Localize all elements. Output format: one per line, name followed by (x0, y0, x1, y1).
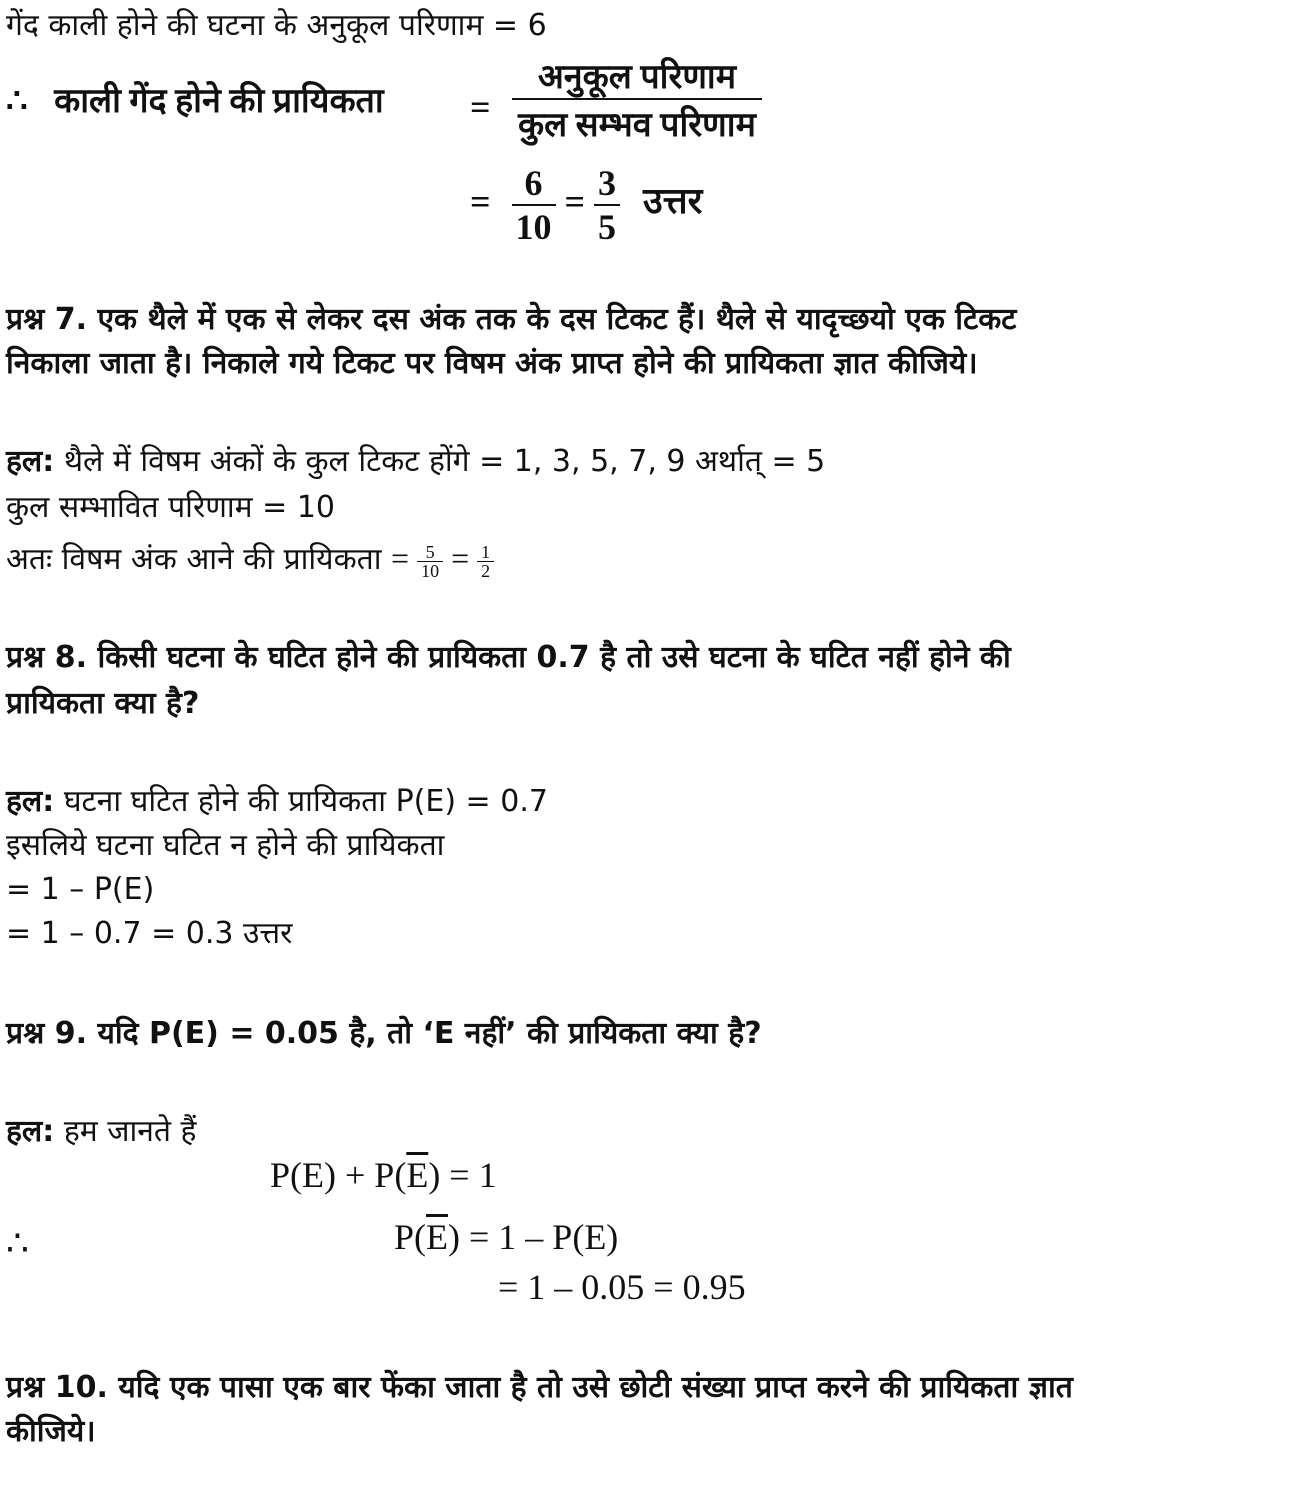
q9-math-2-ebar: $\overline{E}$ (426, 1217, 449, 1257)
q9-therefore-symbol: ∴ (6, 1223, 29, 1263)
result-den-2: 5 (598, 207, 617, 247)
q9-math-1-right: ) = 1 (428, 1155, 497, 1195)
formula-denominator: कुल सम्भव परिणाम (518, 107, 756, 144)
q7-fraction-expression (391, 540, 494, 582)
q8-solution-line-4: = 1 – 0.7 = 0.3 उत्तर (6, 916, 293, 951)
q10-question-line-2: कीजिये। (6, 1414, 96, 1449)
q8-solution-line-1 (6, 780, 548, 824)
q8-solution-line-3: = 1 – P(E) (6, 872, 155, 907)
q8-solution-text-1: घटना घटित होने की प्रायिकता P(E) = 0.7 (54, 784, 548, 819)
q7-solution-line-2: कुल सम्भावित परिणाम = 10 (6, 490, 336, 525)
q8-question-line-1: प्रश्न 8. किसी घटना के घटित होने की प्रायिकता 0.7 है तो उसे घटना के घटित नहीं होने की (6, 640, 1011, 675)
result-num-2: 3 (594, 162, 620, 206)
q7-eq-1: = (391, 540, 410, 576)
q9-math-1-ebar: $\overline{E}$ (406, 1155, 429, 1195)
q9-solution-line-1 (6, 1110, 196, 1154)
result-num-1: 6 (512, 162, 556, 206)
q7-solution-text-3: अतः विषम अंक आने की प्रायिकता (6, 542, 382, 577)
q9-question: प्रश्न 9. यदि P(E) = 0.05 है, तो ‘E नहीं’ की प्रायिकता क्या है? (6, 1016, 762, 1051)
result-fraction-1 (512, 162, 556, 248)
q8-solution-label: हल: (6, 784, 55, 819)
result-fraction-2 (594, 162, 620, 248)
q7-den-2: 2 (481, 561, 491, 582)
q9-math-1-left: P(E) + P( (270, 1155, 407, 1195)
q7-solution-label: हल: (6, 444, 55, 479)
q7-question-line-2: निकाला जाता है। निकाले गये टिकट पर विषम अंक प्राप्त होने की प्रायिकता ज्ञात कीजिये। (6, 346, 978, 381)
q9-math-line-1 (270, 1154, 497, 1196)
q7-fraction-2 (477, 543, 494, 580)
q7-solution-line-3 (6, 536, 494, 582)
q9-math-2-left: P( (394, 1217, 427, 1257)
q8-solution-line-2: इसलिये घटना घटित न होने की प्रायिकता (6, 828, 445, 863)
q7-question-line-1: प्रश्न 7. एक थैले में एक से लेकर दस अंक तक के दस टिकट हैं। थैले से यादृच्छयो एक टिकट (6, 302, 1017, 337)
q7-fraction-1 (417, 543, 443, 580)
q7-num-2: 1 (477, 543, 494, 562)
q9-math-line-2 (394, 1216, 618, 1258)
q8-question-line-2: प्रायिकता क्या है? (6, 686, 200, 721)
q9-solution-text-1: हम जानते हैं (54, 1114, 197, 1149)
q10-question-line-1: प्रश्न 10. यदि एक पासा एक बार फेंका जाता है तो उसे छोटी संख्या प्राप्त करने की प्रायिकता ज्ञात (6, 1370, 1073, 1405)
q7-num-1: 5 (417, 543, 443, 562)
result-equals-2: = (564, 181, 586, 222)
q7-eq-2: = (451, 540, 470, 576)
q7-solution-line-1 (6, 440, 825, 484)
therefore-symbol: ∴ (6, 83, 28, 120)
result-expression (470, 162, 702, 248)
q9-math-2-right: ) = 1 – P(E) (448, 1217, 619, 1257)
probability-label: काली गेंद होने की प्रायिकता (54, 83, 384, 120)
q9-solution-label: हल: (6, 1114, 55, 1149)
result-den-1: 10 (515, 207, 552, 247)
probability-statement (6, 80, 384, 124)
q7-solution-text-1: थैले में विषम अंकों के कुल टिकट होंगे = 1, 3, 5, 7, 9 अर्थात् = 5 (54, 444, 826, 479)
result-equals: = (470, 181, 491, 222)
equals-sign: = (470, 87, 491, 127)
answer-label: उत्तर (643, 181, 703, 222)
q7-den-1: 10 (421, 561, 440, 582)
formula-fraction (512, 52, 762, 146)
q9-math-line-3: = 1 – 0.05 = 0.95 (498, 1267, 746, 1307)
favourable-outcomes-line: गेंद काली होने की घटना के अनुकूल परिणाम = 6 (6, 8, 547, 43)
formula-numerator: अनुकूल परिणाम (512, 52, 762, 100)
